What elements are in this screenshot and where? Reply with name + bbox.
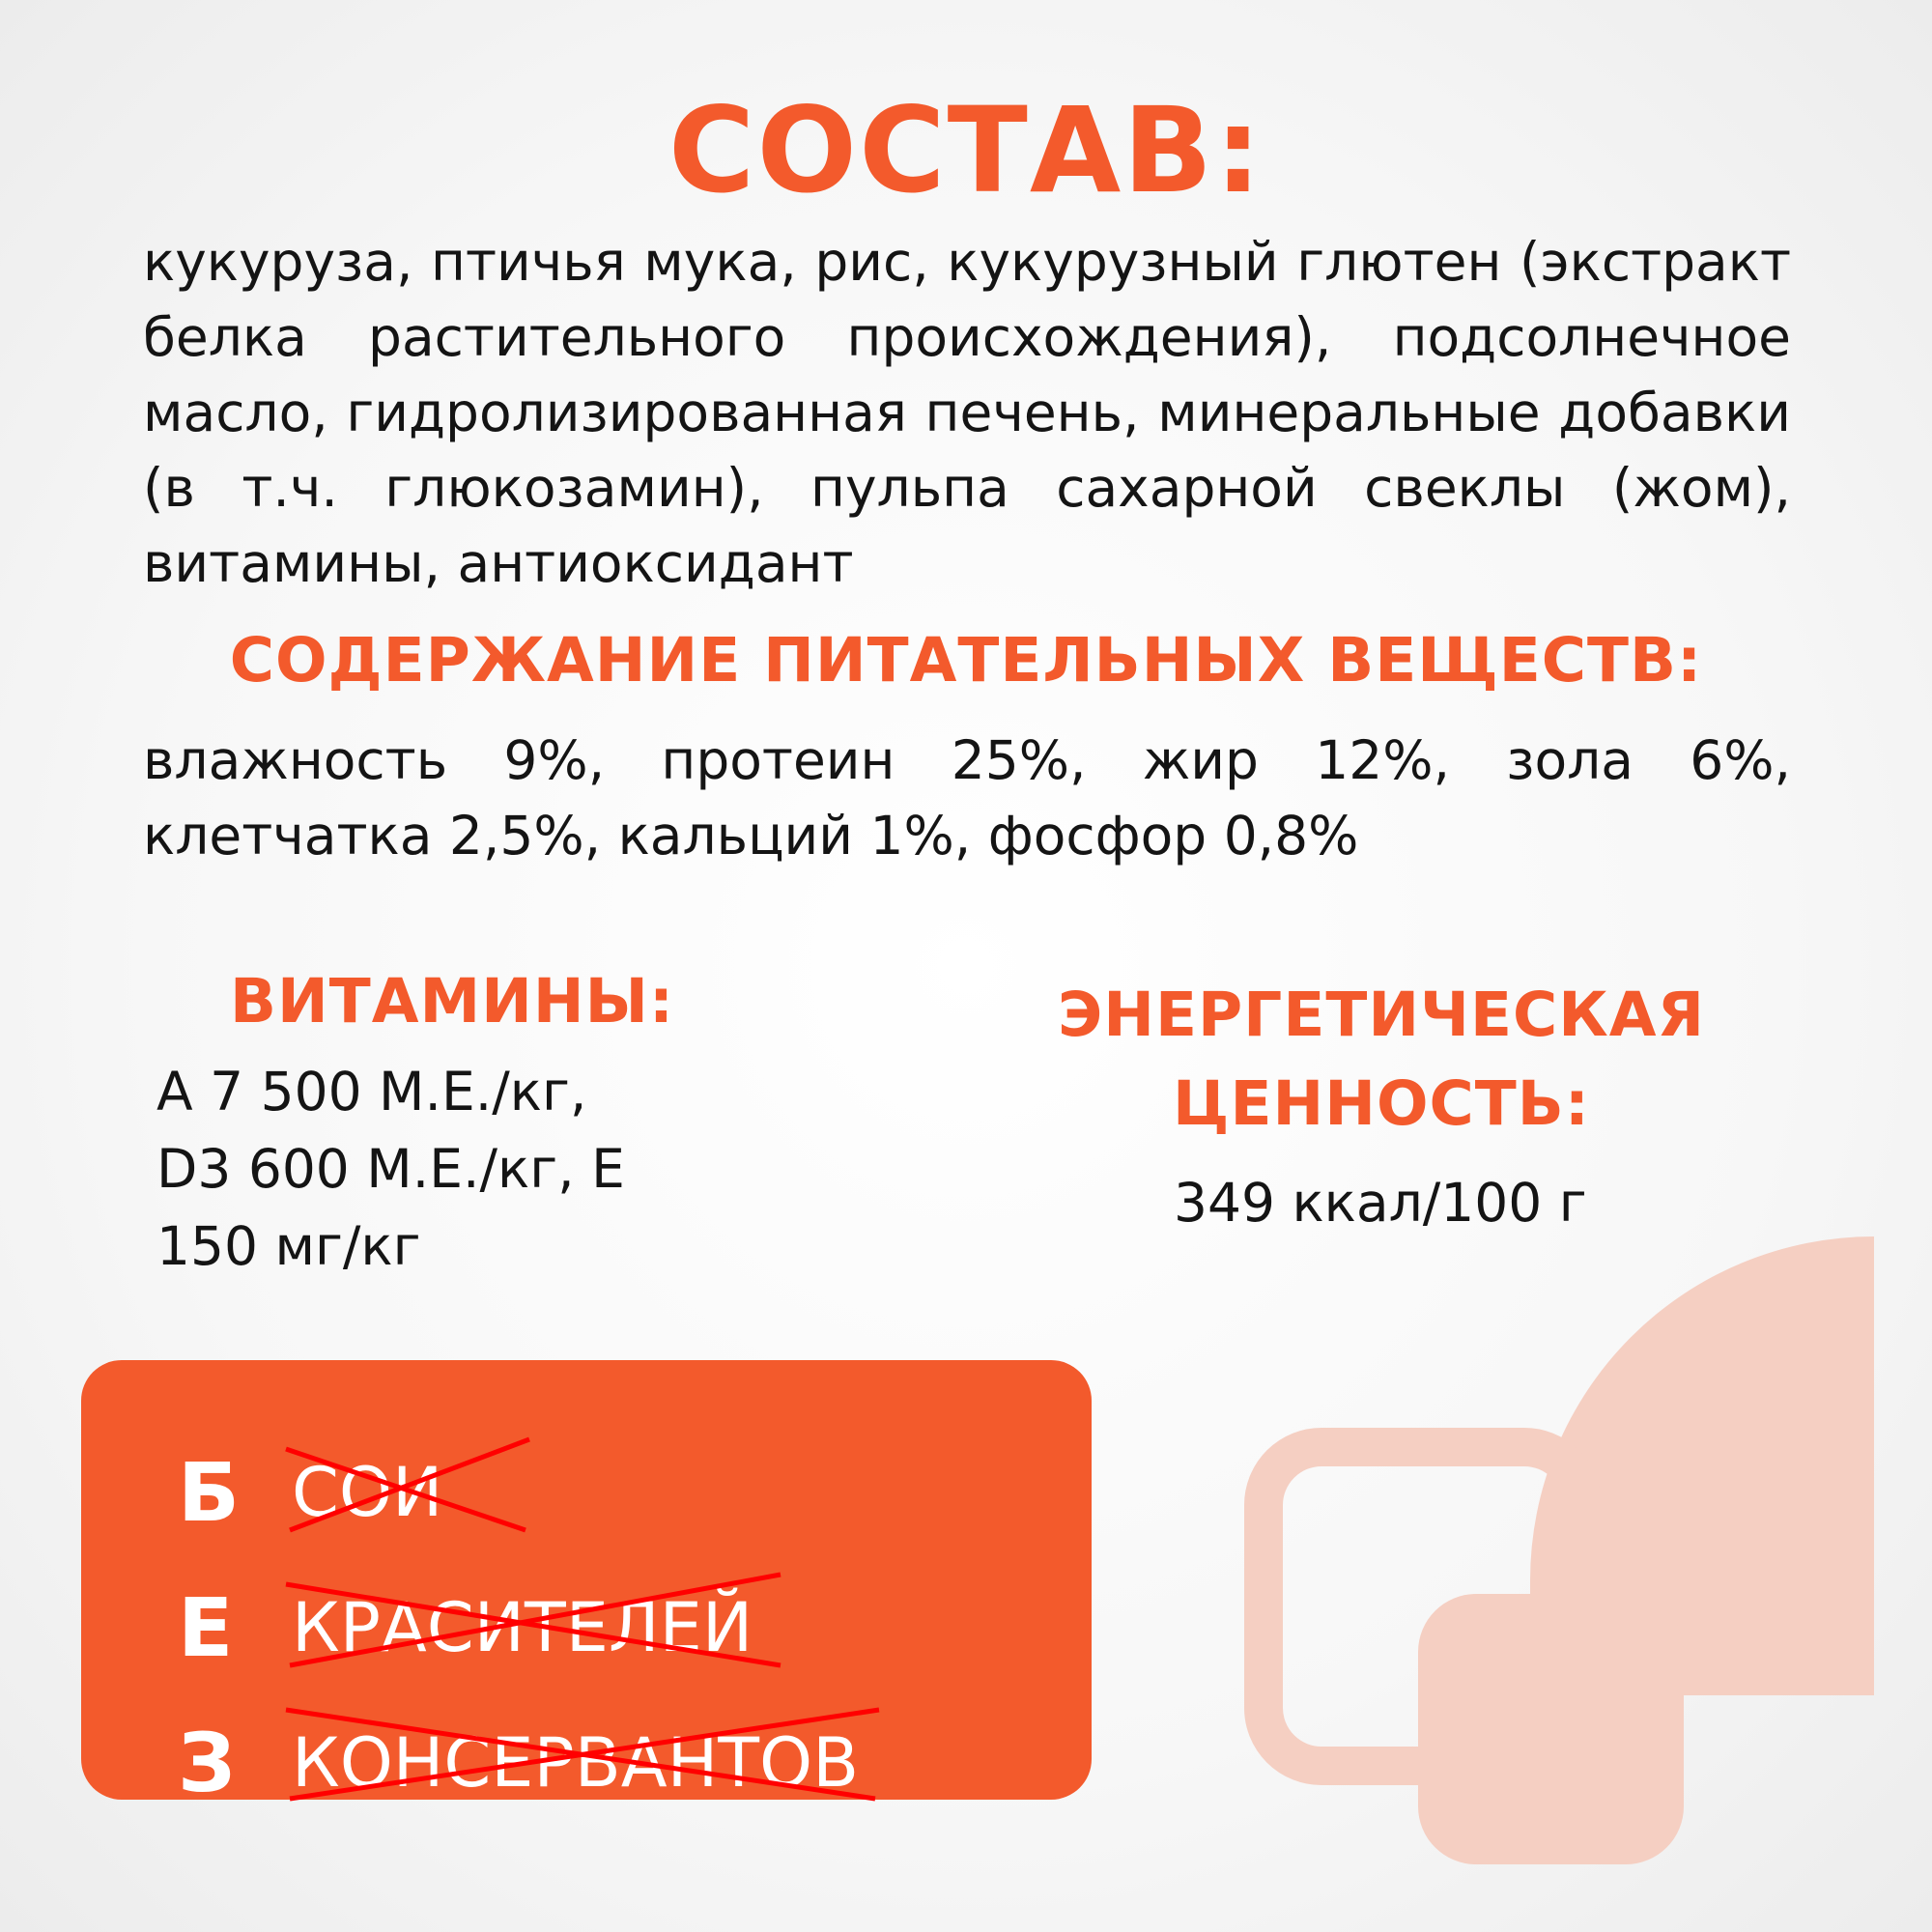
free-from-letter: Е: [178, 1580, 234, 1675]
vitamins-title: ВИТАМИНЫ:: [230, 966, 675, 1037]
free-from-word: КРАСИТЕЛЕЙ: [292, 1588, 753, 1667]
energy-value: 349 ккал/100 г: [1174, 1172, 1587, 1234]
energy-title-line2: ЦЕННОСТЬ:: [1173, 1068, 1590, 1139]
free-from-word: КОНСЕРВАНТОВ: [292, 1723, 860, 1803]
free-from-letter: Б: [178, 1445, 241, 1540]
nutrients-title: СОДЕРЖАНИЕ ПИТАТЕЛЬНЫХ ВЕЩЕСТВ:: [229, 625, 1703, 696]
energy-title: [1043, 971, 1719, 1149]
strike-lines: [286, 1567, 788, 1683]
composition-title: СОСТАВ:: [668, 82, 1264, 219]
square-decoration: [1418, 1594, 1684, 1864]
free-from-panel: [81, 1360, 1092, 1810]
strike-lines: [286, 1702, 885, 1818]
free-from-word: СОИ: [292, 1453, 443, 1532]
energy-title-line1: ЭНЕРГЕТИЧЕСКАЯ: [1058, 980, 1705, 1050]
nutrients-text: влажность 9%, протеин 25%, жир 12%, зола 6%, клетчатка 2,5%, кальций 1%, фосфор 0,8%: [143, 729, 1791, 867]
composition-text: кукуруза, птичья мука, рис, кукурузный глютен (экстракт белка растительного происхождения), подсолнечное масло, гидролизированная печень, минеральные добавки (в т.ч. глюкозамин), пульпа сахарной свеклы (жом), витамины, антиоксидант: [143, 231, 1791, 594]
free-from-letter: З: [178, 1716, 236, 1810]
strike-lines: [286, 1432, 537, 1548]
vitamins-text: А 7 500 М.Е./кг, D3 600 М.Е./кг, Е 150 мг/кг: [156, 1061, 625, 1277]
